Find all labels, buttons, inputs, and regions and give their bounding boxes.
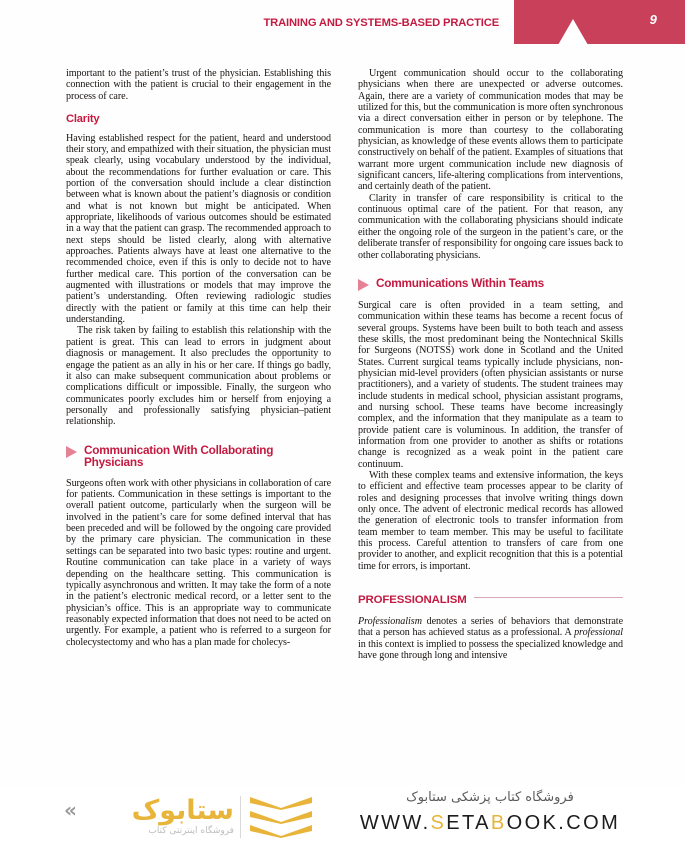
heading-label: Communication With Collaborating Physicians xyxy=(84,442,274,470)
url-part-highlight: S xyxy=(430,812,447,834)
logo-tagline: فروشگاه اینترنتی کتاب xyxy=(148,826,234,836)
site-watermark xyxy=(325,788,655,835)
url-part-highlight: B xyxy=(490,812,507,834)
page-running-header xyxy=(0,0,685,48)
two-column-body xyxy=(66,68,624,661)
triangle-bullet-icon xyxy=(358,279,369,291)
header-color-band xyxy=(514,0,685,44)
heading-professionalism xyxy=(358,590,623,608)
logo-wordmark: ستابوک xyxy=(131,796,234,826)
emphasis-term: Professionalism xyxy=(358,616,422,628)
running-head-title: TRAINING AND SYSTEMS-BASED PRACTICE xyxy=(263,17,499,29)
url-part: ETA xyxy=(446,812,491,834)
header-triangle-notch xyxy=(558,19,588,45)
heading-communications-within-teams xyxy=(358,277,623,291)
paragraph-text: in this context is implied to possess the specialized knowledge and have gone through long and intensive xyxy=(358,638,623,662)
chevron-left-icon: « xyxy=(64,798,77,822)
paragraph: Having established respect for the patient, heard and understood their story, and empathized with their situation, the physician must speak clearly, using vocabulary understood by the individual, about the recommendations for further evaluation or care. This portion of the conversation should include a clear distinction between what is known about the patient’s diagnosis or condition and what is not known but might be anticipated. When appropriate, likelihoods of various outcomes should be estimated in a way that the patient can grasp. The recommended approach to next steps should be listed clearly, along with alternative approaches. Patients always have at least one alternative to the recommended choice, even if this is only to decide not to have further medical care. This portion of the conversation can be augmented with illustrations or models that may improve the patient’s understanding. Often reviewing radiologic studies directly with the patient or family at this time can help their understanding. xyxy=(66,132,331,326)
right-column xyxy=(358,68,623,661)
paragraph: important to the patient’s trust of the physician. Establishing this connection with the patient is crucial to their engagement in the process of care. xyxy=(66,68,331,102)
heading-label: Communications Within Teams xyxy=(376,275,544,290)
paragraph: With these complex teams and extensive information, the keys to efficient and effective team processes appear to be clarity of roles and designing processes that involve writing things down only once. The advent of electronic medical records has allowed the generation of electronic tools to transfer information from team member to team member. This may be useful to facilitate this process. Careful attention to transfers of care from one provider to another, and explicit recognition that this is a potential time for errors, is important. xyxy=(358,470,623,572)
paragraph: Clarity in transfer of care responsibility is critical to the continuous optimal care of the patient. For that reason, any communication with the collaborating physicians should indicate either the ongoing role of the surgeon in the patient’s care, or the deliberate transfer of responsibility for ongoing care issues back to other collaborating physicians. xyxy=(358,192,624,261)
url-part: OOK.COM xyxy=(506,812,621,834)
setabook-logo xyxy=(62,790,292,846)
site-tagline: فروشگاه کتاب پزشکی ستابوک xyxy=(406,790,574,805)
logo-divider xyxy=(240,796,241,838)
paragraph xyxy=(358,616,623,661)
logo-chevron-mark-icon xyxy=(250,797,312,839)
heading-label: PROFESSIONALISM xyxy=(358,594,474,606)
triangle-bullet-icon xyxy=(66,446,77,458)
url-part: WWW. xyxy=(359,812,431,834)
heading-clarity: Clarity xyxy=(66,113,100,126)
site-url[interactable] xyxy=(325,812,655,835)
paragraph-text: denotes a series of behaviors that demonstrate that a person has achieved status as a professional. A xyxy=(358,616,623,639)
paragraph: Surgical care is often provided in a team setting, and communication within these teams has become a recent focus of several groups. Systems have been built to both teach and assess these skills, the most predominant being the Nontechnical Skills for Surgeons (NOTSS) work done in Scotland and the United States. Current surgical teams typically include physicians, non-physician mid-level providers (often physician assistants or nurse practitioners), and a variety of students. The student trainees may include students in medical school, physician assistant programs, and nursing school. These teams have become increasingly complex, and the information that they manipulate as a team to provide patient care is voluminous. In addition, the transfer of information from one provider to another as shifts or rotations change is recognized as a weak point in the patient care continuum. xyxy=(358,299,623,470)
heading-communication-with-collaborating-physicians xyxy=(66,444,331,469)
paragraph: Surgeons often work with other physicians in collaboration of care for patients. Communication in these settings is important to the overall patient outcome, particularly when the surgeon will be involved in the patient’s care for some defined interval that has been preceded and will be followed by the ongoing care provided by the primary care physician. The communication in these settings can be separated into two basic types: routine and urgent. Routine communication can take place in a variety of ways depending on the healthcare setting. This communication is typically asynchronous and written. It may take the form of a note in the patient’s electronic medical record, or a letter sent to the physician’s office. This is an appropriate way to communicate reasonably expected information that does not need to be acted on urgently. For example, a patient who is referred to a surgeon for cholecystectomy and who has a plan made for cholecys- xyxy=(66,477,331,648)
paragraph: The risk taken by failing to establish this relationship with the patient is great. This can lead to errors in judgment about diagnosis or management. It also precludes the opportunity to engage the patient as an ally in his or her care. If things go badly, it also can make subsequent communication about problems or complications difficult or impossible. Finally, the surgeon who communicates poorly excludes him or herself from enjoying a personally and professionally satisfying physician–patient relationship. xyxy=(66,325,331,428)
left-column xyxy=(66,68,331,661)
emphasis-term: professional xyxy=(574,627,623,639)
footer-watermark xyxy=(0,786,685,848)
paragraph: Urgent communication should occur to the collaborating physicians when there are unexpected or adverse outcomes. Again, there are a variety of communication modes that may be utilized for this, but the communication is more often synchronous via a direct conversation either in person or by telephone. The communication is more than courtesy to the collaborating physician, as knowledge of these events allows them to participate constructively on behalf of the patient. Examples of situations that warrant more urgent communication include new diagnosis of significant cancers, life-altering complications from interventions, and certainly death of the patient. xyxy=(358,68,623,193)
page-number: 9 xyxy=(649,12,657,27)
